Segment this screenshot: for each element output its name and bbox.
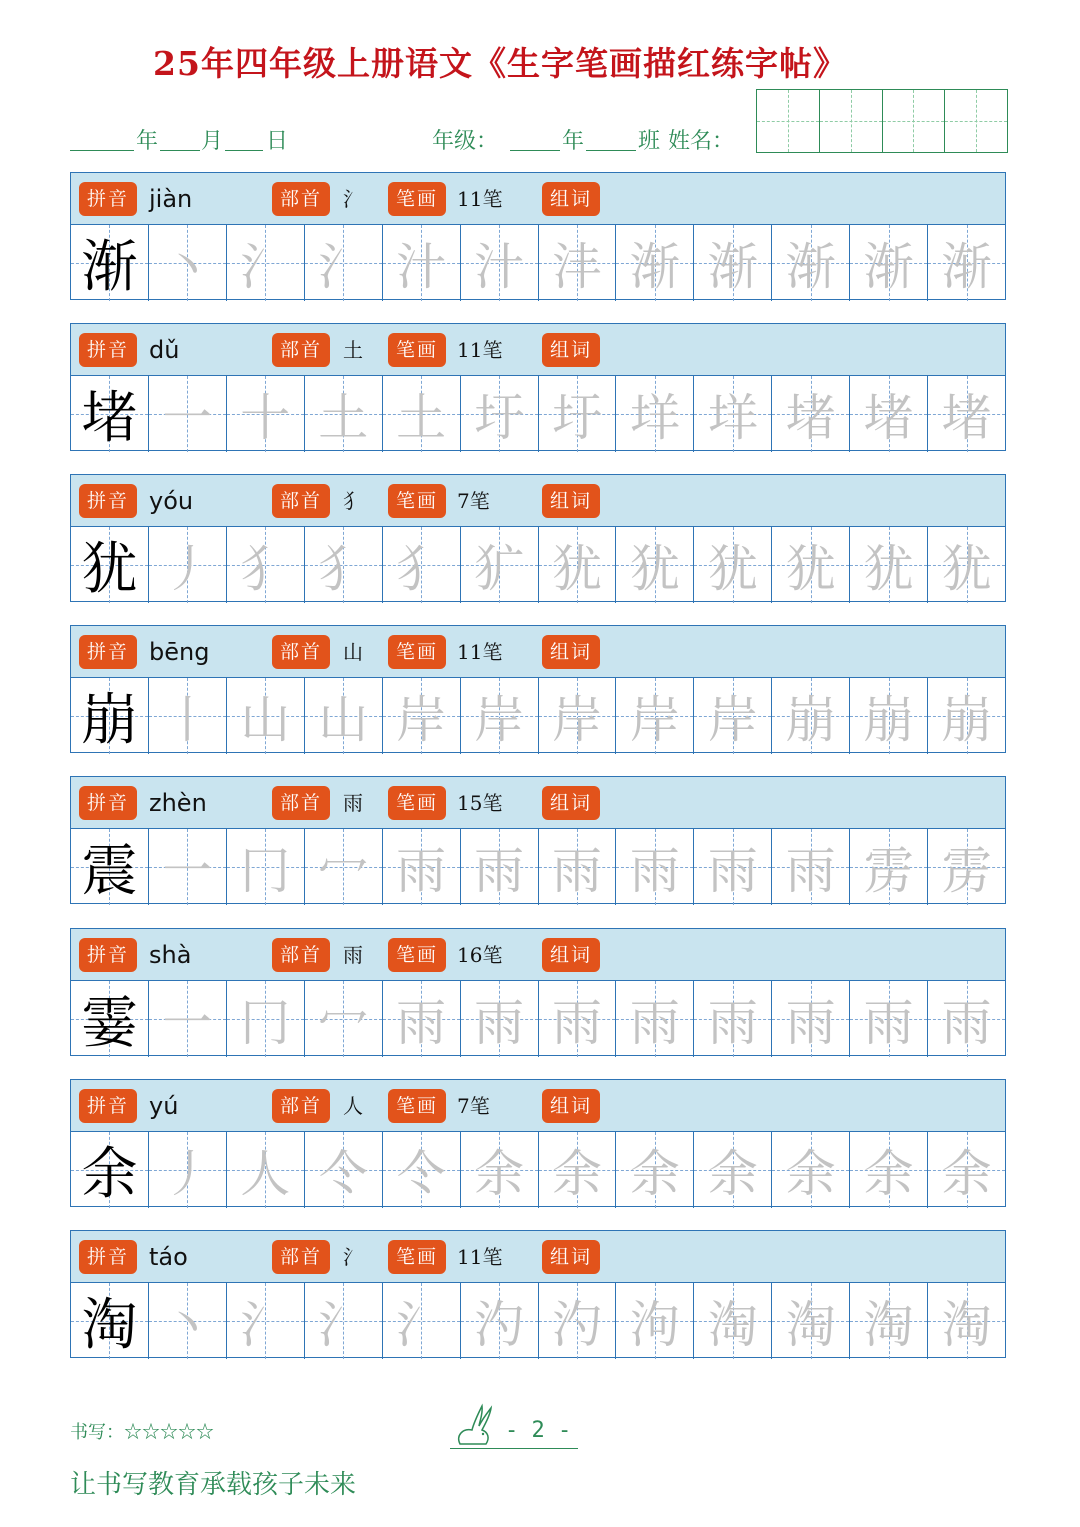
stroke-step-character: 渐 [707,238,758,296]
character-info-bar [71,1080,1005,1132]
model-character-cell [71,981,149,1057]
tracing-cell[interactable] [149,1283,227,1359]
pinyin-value: yóu [149,487,194,515]
tracing-cell[interactable] [772,376,850,452]
words-tag[interactable]: 组词 [542,1089,600,1123]
strokes-tag: 笔画 [388,786,446,820]
header-meta-row [70,120,740,154]
model-character-cell [71,376,149,452]
radical-value: 土 [343,338,363,362]
model-character: 淘 [81,1293,138,1358]
character-info-bar [71,173,1005,225]
character-info-bar [71,626,1005,678]
tracing-cell[interactable] [928,1283,1005,1359]
model-character: 崩 [81,688,138,753]
pinyin-tag: 拼音 [79,1089,137,1123]
stroke-step-character: 堵 [863,389,914,447]
day-blank[interactable] [225,150,263,151]
model-character: 震 [81,839,138,904]
tracing-cell[interactable] [772,678,850,754]
stroke-step-character: 余 [474,1145,525,1203]
radical-value: 雨 [343,791,363,815]
tracing-cell[interactable] [383,678,461,754]
tracing-cell[interactable] [616,1132,694,1208]
radical-tag: 部首 [272,938,330,972]
stroke-step-character: 崩 [785,691,836,749]
tracing-cell[interactable] [383,981,461,1057]
name-cell[interactable] [820,90,883,152]
writing-grid [71,678,1005,754]
pinyin-value: dǔ [149,336,180,364]
writing-grid [71,225,1005,301]
stroke-step-character: 氵 [240,238,291,296]
writing-grid [71,829,1005,905]
model-character-cell [71,527,149,603]
tracing-cell[interactable] [149,225,227,301]
radical-tag: 部首 [272,786,330,820]
strokes-value: 11笔 [457,187,503,211]
radical-tag: 部首 [272,333,330,367]
tracing-cell[interactable] [928,376,1005,452]
strokes-value: 15笔 [457,791,503,815]
name-label: 姓名： [668,129,735,154]
stroke-step-character: 崩 [863,691,914,749]
stroke-step-character: 岸 [707,691,758,749]
tracing-cell[interactable] [928,981,1005,1057]
stroke-step-character: 雳 [941,842,992,900]
page-number-underline [450,1448,578,1449]
stroke-step-character: 崩 [941,691,992,749]
pinyin-value: yú [149,1092,179,1120]
tracing-cell[interactable] [694,981,772,1057]
model-character-cell [71,1283,149,1359]
model-character: 犹 [81,537,138,602]
tracing-cell[interactable] [383,1283,461,1359]
model-character: 霎 [81,991,138,1056]
writing-grid [71,376,1005,452]
character-block [70,625,1006,753]
class-blank[interactable] [586,150,636,151]
tracing-cell[interactable] [616,376,694,452]
stroke-step-character: 雨 [785,842,836,900]
stroke-step-character: 岸 [629,691,680,749]
radical-value: 雨 [343,943,363,967]
strokes-value: 16笔 [457,943,503,967]
character-block [70,172,1006,300]
tracing-cell[interactable] [850,225,928,301]
class-label: 班 [638,129,661,154]
stroke-step-character: 人 [240,1145,291,1203]
strokes-tag: 笔画 [388,1240,446,1274]
tracing-cell[interactable] [850,527,928,603]
strokes-tag: 笔画 [388,484,446,518]
stroke-step-character: 岸 [396,691,447,749]
stroke-step-character: 犹 [551,540,602,598]
stroke-step-character: 余 [941,1145,992,1203]
tracing-cell[interactable] [461,376,539,452]
tracing-cell[interactable] [149,829,227,905]
strokes-tag: 笔画 [388,333,446,367]
model-character-cell [71,829,149,905]
model-character: 渐 [81,235,138,300]
stroke-step-character: 一 [162,994,213,1052]
stroke-step-character: 土 [396,389,447,447]
tracing-cell[interactable] [694,1283,772,1359]
strokes-value: 7笔 [457,1094,490,1118]
stroke-step-character: 圩 [474,389,525,447]
stroke-step-character: 山 [318,691,369,749]
page-title: 25年四年级上册语文《生字笔画描红练字帖》 [153,44,847,83]
tracing-cell[interactable] [383,376,461,452]
strokes-tag: 笔画 [388,635,446,669]
year-label: 年 [136,129,159,154]
tracing-cell[interactable] [616,1283,694,1359]
tracing-cell[interactable] [694,1132,772,1208]
stroke-step-character: 汋 [474,1296,525,1354]
words-tag[interactable]: 组词 [542,786,600,820]
words-tag[interactable]: 组词 [542,1240,600,1274]
stroke-step-character: 余 [785,1145,836,1203]
tracing-cell[interactable] [772,225,850,301]
radical-value: 氵 [343,187,363,211]
tracing-cell[interactable] [539,981,617,1057]
pinyin-value: táo [149,1243,188,1271]
stroke-step-character: 余 [629,1145,680,1203]
tracing-cell[interactable] [539,1283,617,1359]
tracing-cell[interactable] [305,527,383,603]
stroke-step-character: 汁 [396,238,447,296]
tracing-cell[interactable] [461,678,539,754]
stroke-step-character: 雨 [629,842,680,900]
model-character: 堵 [81,386,138,451]
year-blank[interactable] [70,150,134,151]
tracing-cell[interactable] [694,829,772,905]
stroke-step-character: 岸 [474,691,525,749]
tracing-cell[interactable] [149,1132,227,1208]
tracing-cell[interactable] [539,376,617,452]
character-info-bar [71,475,1005,527]
character-info-bar [71,324,1005,376]
model-character-cell [71,225,149,301]
stroke-step-character: 犭 [396,540,447,598]
rating-stars[interactable]: ☆☆☆☆☆ [124,1422,214,1443]
stroke-step-character: 渐 [863,238,914,296]
writing-rating [70,1418,214,1444]
tracing-cell[interactable] [149,527,227,603]
name-cell[interactable] [757,90,820,152]
tracing-cell[interactable] [383,1132,461,1208]
pinyin-tag: 拼音 [79,333,137,367]
model-character-cell [71,678,149,754]
writing-grid [71,1132,1005,1208]
radical-value: 犭 [343,489,363,513]
pinyin-value: shà [149,941,192,969]
stroke-step-character: 雨 [707,994,758,1052]
rabbit-icon [452,1400,502,1450]
tracing-cell[interactable] [928,829,1005,905]
character-info-bar [71,1231,1005,1283]
stroke-step-character: 堵 [785,389,836,447]
tracing-cell[interactable] [694,376,772,452]
model-character: 余 [81,1142,138,1207]
stroke-step-character: 雨 [629,994,680,1052]
tracing-cell[interactable] [539,678,617,754]
tracing-cell[interactable] [539,225,617,301]
tracing-cell[interactable] [305,1132,383,1208]
tracing-cell[interactable] [461,829,539,905]
tracing-cell[interactable] [616,527,694,603]
stroke-step-character: 山 [240,691,291,749]
stroke-step-character: 堵 [941,389,992,447]
stroke-step-character: 雨 [474,842,525,900]
tracing-cell[interactable] [616,981,694,1057]
stroke-step-character: 沣 [551,238,602,296]
tracing-cell[interactable] [694,678,772,754]
strokes-tag: 笔画 [388,1089,446,1123]
stroke-step-character: 余 [863,1145,914,1203]
stroke-step-character: 余 [551,1145,602,1203]
stroke-step-character: 土 [318,389,369,447]
radical-tag: 部首 [272,182,330,216]
stroke-step-character: 冂 [240,994,291,1052]
tracing-cell[interactable] [772,1132,850,1208]
tracing-cell[interactable] [694,527,772,603]
tracing-cell[interactable] [616,829,694,905]
writing-grid [71,527,1005,603]
tracing-cell[interactable] [227,527,305,603]
tracing-cell[interactable] [616,225,694,301]
pinyin-tag: 拼音 [79,938,137,972]
stroke-step-character: 仒 [396,1145,447,1203]
stroke-step-character: 雨 [863,994,914,1052]
radical-value: 人 [343,1094,363,1118]
words-tag[interactable]: 组词 [542,333,600,367]
stroke-step-character: 淘 [707,1296,758,1354]
strokes-value: 11笔 [457,640,503,664]
stroke-step-character: 犭 [240,540,291,598]
tracing-cell[interactable] [227,829,305,905]
radical-tag: 部首 [272,484,330,518]
tracing-cell[interactable] [928,1132,1005,1208]
stroke-step-character: 淘 [941,1296,992,1354]
grade-year-label: 年 [562,129,585,154]
stroke-step-character: 雨 [551,842,602,900]
stroke-step-character: 汁 [474,238,525,296]
page-number: - 2 - [505,1418,572,1443]
tracing-cell[interactable] [928,527,1005,603]
tracing-cell[interactable] [227,225,305,301]
stroke-step-character: 氵 [396,1296,447,1354]
stroke-step-character: 氵 [240,1296,291,1354]
tracing-cell[interactable] [772,527,850,603]
stroke-step-character: 汋 [551,1296,602,1354]
rating-label: 书写： [70,1422,124,1443]
stroke-step-character: 雨 [396,994,447,1052]
stroke-step-character: 氵 [318,238,369,296]
tracing-cell[interactable] [149,678,227,754]
stroke-step-character: 雨 [785,994,836,1052]
tracing-cell[interactable] [772,829,850,905]
pinyin-tag: 拼音 [79,786,137,820]
tracing-cell[interactable] [149,376,227,452]
tracing-cell[interactable] [383,225,461,301]
stroke-step-character: 丨 [162,691,213,749]
grade-label: 年级： [432,129,499,154]
stroke-step-character: 氵 [318,1296,369,1354]
writing-grid [71,1283,1005,1359]
stroke-step-character: 垟 [707,389,758,447]
character-block [70,323,1006,451]
tracing-cell[interactable] [461,981,539,1057]
tracing-cell[interactable] [149,981,227,1057]
stroke-step-character: 丿 [162,1145,213,1203]
day-label: 日 [266,129,289,154]
tracing-cell[interactable] [461,527,539,603]
tracing-cell[interactable] [928,678,1005,754]
stroke-step-character: 犹 [629,540,680,598]
tracing-cell[interactable] [227,376,305,452]
stroke-step-character: 岸 [551,691,602,749]
stroke-step-character: 余 [707,1145,758,1203]
stroke-step-character: 丶 [162,1296,213,1354]
tracing-cell[interactable] [305,829,383,905]
name-writing-box[interactable] [756,89,1008,153]
stroke-step-character: 渐 [785,238,836,296]
character-block [70,474,1006,602]
stroke-step-character: 雳 [863,842,914,900]
stroke-step-character: 犹 [863,540,914,598]
stroke-step-character: 雨 [474,994,525,1052]
radical-value: 山 [343,640,363,664]
radical-tag: 部首 [272,635,330,669]
strokes-value: 11笔 [457,338,503,362]
name-cell[interactable] [883,90,946,152]
character-block [70,928,1006,1056]
tracing-cell[interactable] [227,1132,305,1208]
stroke-step-character: 泃 [629,1296,680,1354]
footer-slogan: 让书写教育承载孩子未来 [70,1470,357,1500]
stroke-step-character: 雨 [941,994,992,1052]
strokes-tag: 笔画 [388,938,446,972]
strokes-tag: 笔画 [388,182,446,216]
stroke-step-character: 丿 [162,540,213,598]
tracing-cell[interactable] [850,1132,928,1208]
tracing-cell[interactable] [850,829,928,905]
tracing-cell[interactable] [539,527,617,603]
model-character-cell [71,1132,149,1208]
radical-tag: 部首 [272,1240,330,1274]
writing-grid [71,981,1005,1057]
words-tag[interactable]: 组词 [542,182,600,216]
stroke-step-character: 冖 [318,842,369,900]
stroke-step-character: 垟 [629,389,680,447]
stroke-step-character: 圩 [551,389,602,447]
stroke-step-character: 雨 [396,842,447,900]
stroke-step-character: 冂 [240,842,291,900]
tracing-cell[interactable] [772,1283,850,1359]
stroke-step-character: 渐 [629,238,680,296]
pinyin-value: jiàn [149,185,193,213]
tracing-cell[interactable] [383,527,461,603]
tracing-cell[interactable] [227,678,305,754]
tracing-cell[interactable] [850,678,928,754]
stroke-step-character: 雨 [707,842,758,900]
tracing-cell[interactable] [850,1283,928,1359]
stroke-step-character: 犹 [707,540,758,598]
words-tag[interactable]: 组词 [542,938,600,972]
stroke-step-character: 仒 [318,1145,369,1203]
tracing-cell[interactable] [227,1283,305,1359]
stroke-step-character: 渐 [941,238,992,296]
tracing-cell[interactable] [928,225,1005,301]
pinyin-value: zhèn [149,789,207,817]
month-label: 月 [201,129,224,154]
stroke-step-character: 淘 [863,1296,914,1354]
tracing-cell[interactable] [772,981,850,1057]
grade-blank[interactable] [510,150,560,151]
month-blank[interactable] [160,150,200,151]
character-block [70,776,1006,904]
pinyin-tag: 拼音 [79,182,137,216]
pinyin-tag: 拼音 [79,1240,137,1274]
tracing-cell[interactable] [539,829,617,905]
character-info-bar [71,777,1005,829]
radical-tag: 部首 [272,1089,330,1123]
name-cell[interactable] [945,90,1007,152]
stroke-step-character: 冖 [318,994,369,1052]
words-tag[interactable]: 组词 [542,484,600,518]
words-tag[interactable]: 组词 [542,635,600,669]
stroke-step-character: 犭 [318,540,369,598]
stroke-step-character: 雨 [551,994,602,1052]
tracing-cell[interactable] [383,829,461,905]
tracing-cell[interactable] [305,678,383,754]
pinyin-tag: 拼音 [79,484,137,518]
tracing-cell[interactable] [616,678,694,754]
stroke-step-character: 犷 [474,540,525,598]
character-block [70,1230,1006,1358]
character-block [70,1079,1006,1207]
pinyin-tag: 拼音 [79,635,137,669]
radical-value: 氵 [343,1245,363,1269]
tracing-cell[interactable] [539,1132,617,1208]
tracing-cell[interactable] [461,1283,539,1359]
strokes-value: 7笔 [457,489,490,513]
pinyin-value: bēng [149,638,210,666]
tracing-cell[interactable] [461,1132,539,1208]
tracing-cell[interactable] [305,981,383,1057]
tracing-cell[interactable] [305,225,383,301]
tracing-cell[interactable] [694,225,772,301]
tracing-cell[interactable] [850,981,928,1057]
tracing-cell[interactable] [461,225,539,301]
stroke-step-character: 犹 [785,540,836,598]
tracing-cell[interactable] [305,376,383,452]
stroke-step-character: 一 [162,842,213,900]
stroke-step-character: 淘 [785,1296,836,1354]
stroke-step-character: 十 [240,389,291,447]
stroke-step-character: 丶 [162,238,213,296]
character-info-bar [71,929,1005,981]
tracing-cell[interactable] [850,376,928,452]
tracing-cell[interactable] [227,981,305,1057]
stroke-step-character: 犹 [941,540,992,598]
stroke-step-character: 一 [162,389,213,447]
tracing-cell[interactable] [305,1283,383,1359]
strokes-value: 11笔 [457,1245,503,1269]
